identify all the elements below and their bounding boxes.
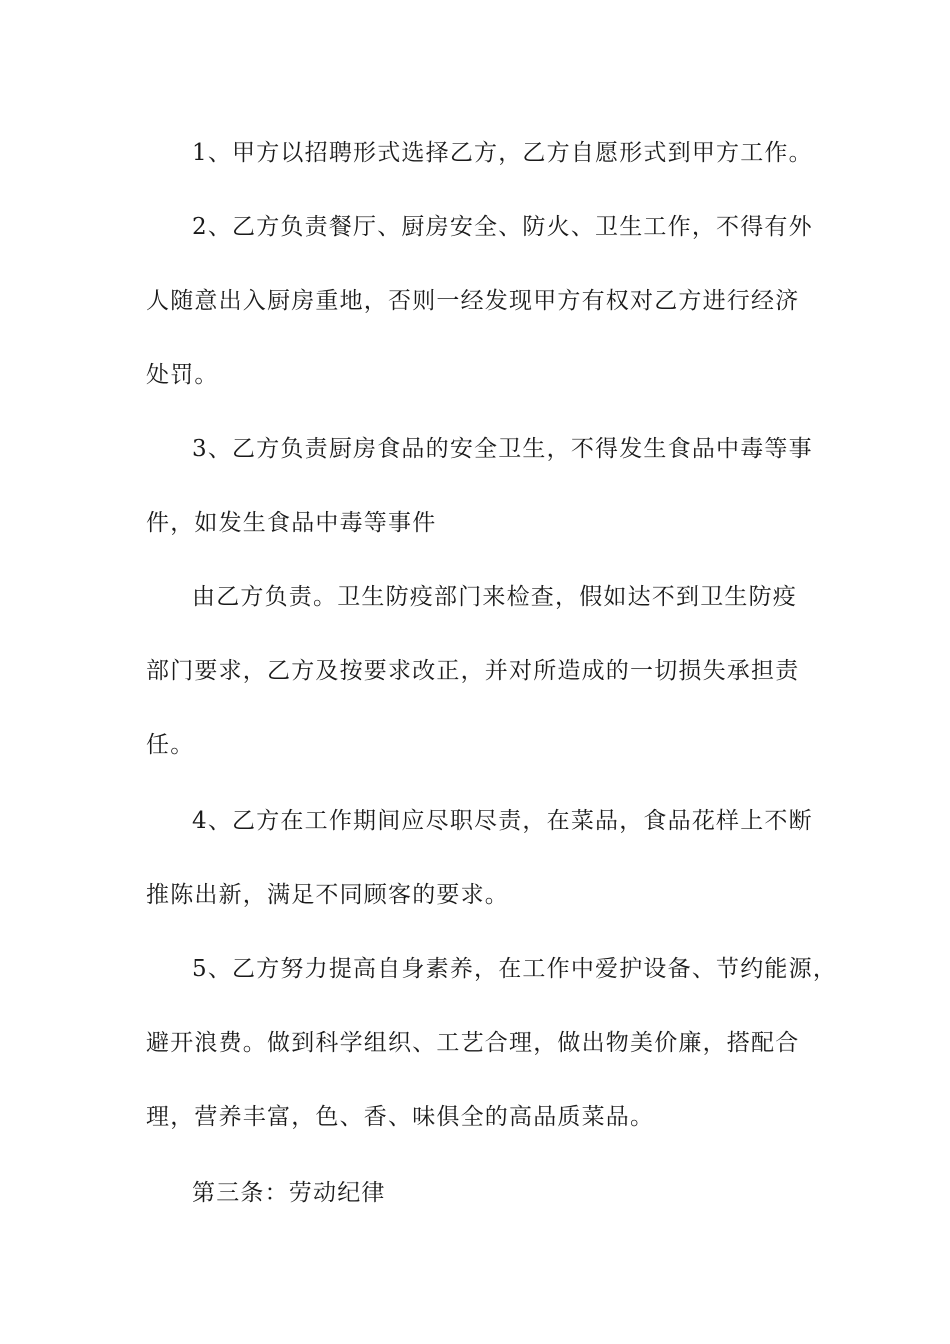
- clause-2-line-3: 处罚。: [146, 362, 219, 388]
- section-heading-article-3: 第三条：劳动纪律: [192, 1180, 386, 1206]
- clause-4-line-2: 推陈出新，满足不同顾客的要求。: [146, 882, 509, 908]
- clause-5-line-3: 理，营养丰富，色、香、味俱全的高品质菜品。: [146, 1104, 655, 1130]
- clause-2-line-2: 人随意出入厨房重地，否则一经发现甲方有权对乙方进行经济: [146, 288, 800, 314]
- clause-3-line-4: 部门要求，乙方及按要求改正，并对所造成的一切损失承担责: [146, 658, 800, 684]
- clause-3-line-1: 3、乙方负责厨房食品的安全卫生，不得发生食品中毒等事: [192, 436, 813, 462]
- clause-5-line-2: 避开浪费。做到科学组织、工艺合理，做出物美价廉，搭配合: [146, 1030, 800, 1056]
- clause-4-line-1: 4、乙方在工作期间应尽职尽责，在菜品，食品花样上不断: [192, 808, 813, 834]
- clause-3-line-5: 任。: [146, 732, 195, 758]
- clause-3-line-3: 由乙方负责。卫生防疫部门来检查，假如达不到卫生防疫: [192, 584, 797, 610]
- clause-5-line-1: 5、乙方努力提高自身素养，在工作中爱护设备、节约能源，: [192, 956, 838, 982]
- clause-1-line-1: 1、甲方以招聘形式选择乙方，乙方自愿形式到甲方工作。: [192, 140, 813, 166]
- clause-2-line-1: 2、乙方负责餐厅、厨房安全、防火、卫生工作，不得有外: [192, 214, 813, 240]
- clause-3-line-2: 件，如发生食品中毒等事件: [146, 510, 437, 536]
